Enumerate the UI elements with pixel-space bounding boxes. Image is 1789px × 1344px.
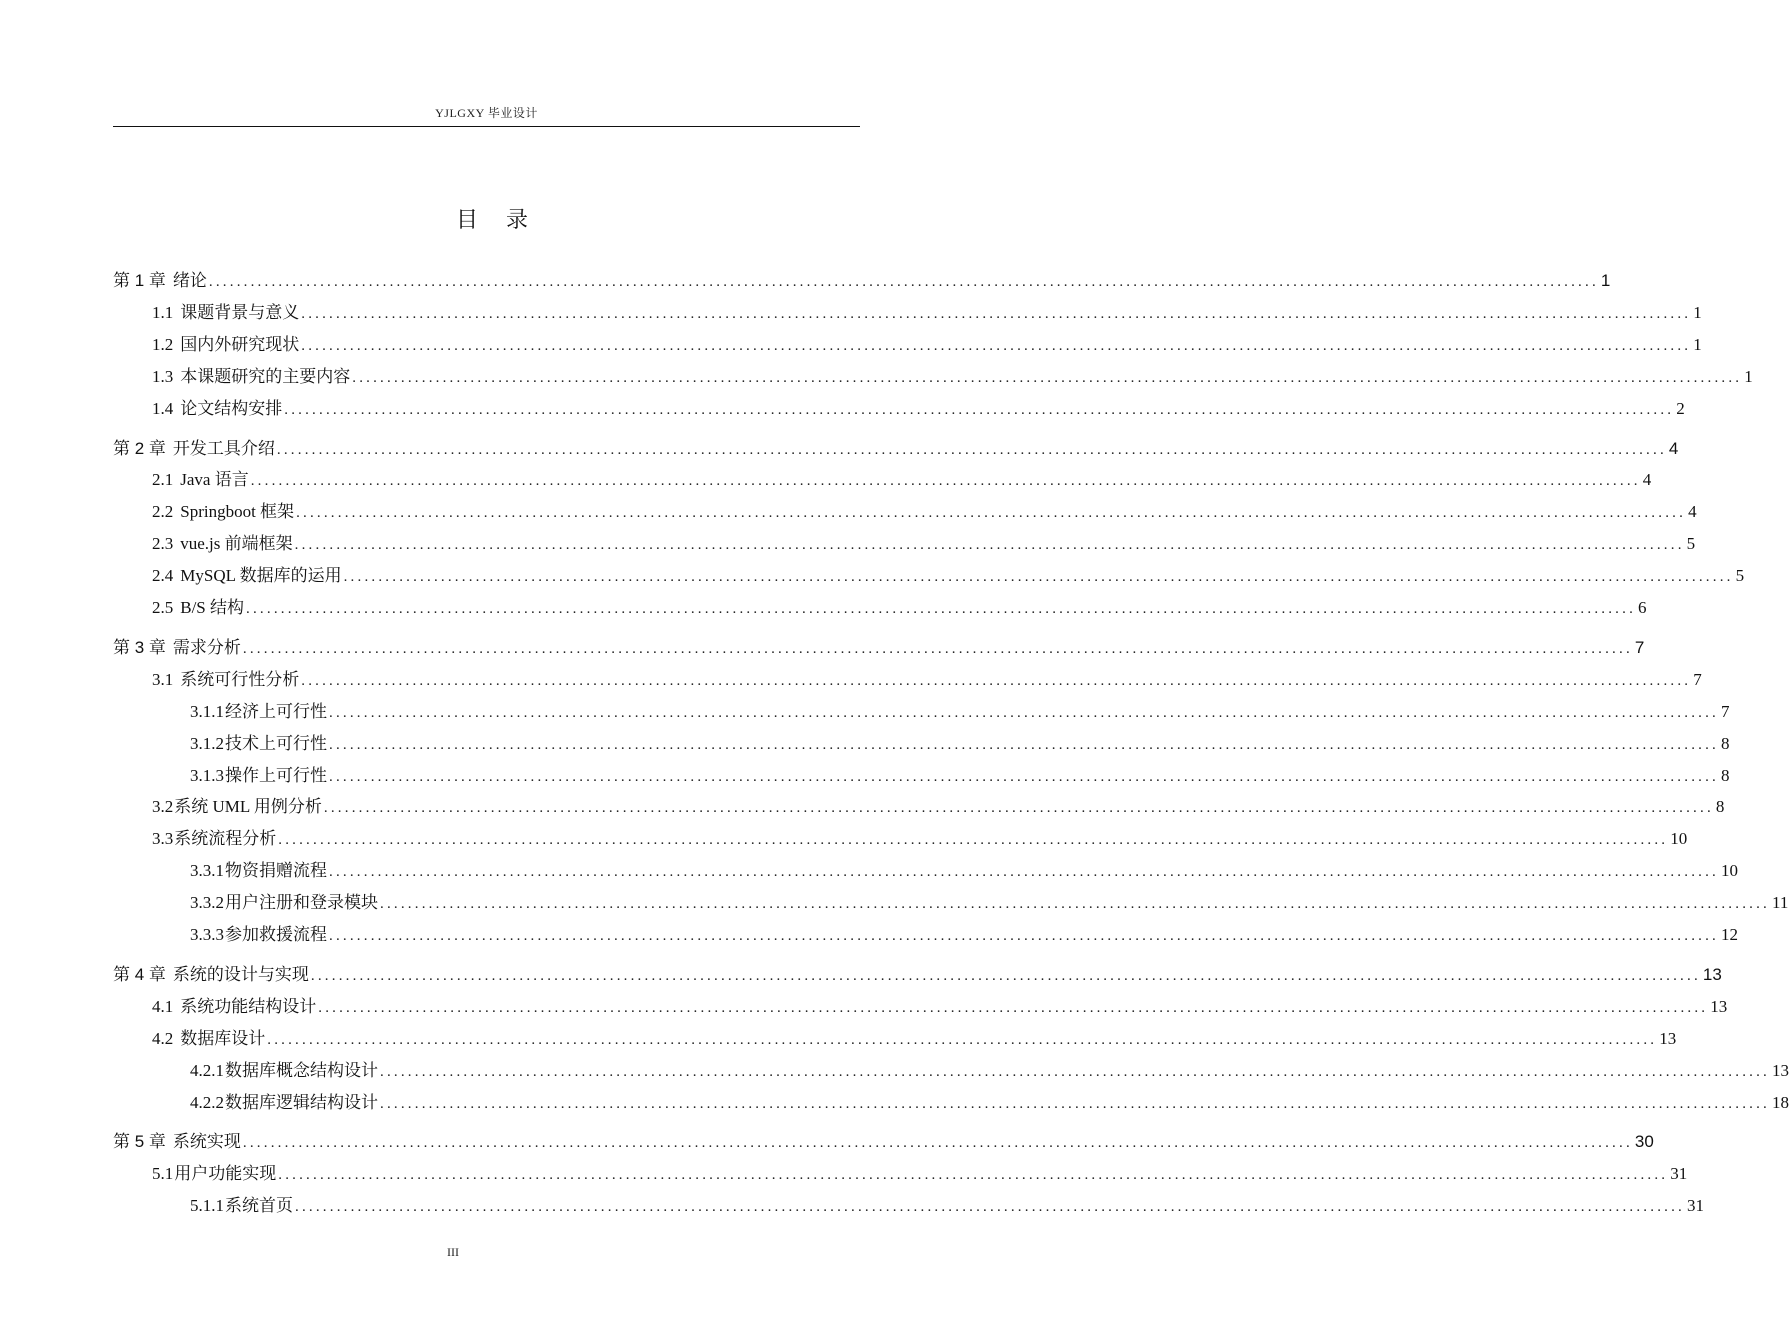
toc-entry[interactable] bbox=[113, 729, 1730, 753]
toc-entry-number: 4.2.2 bbox=[190, 1092, 224, 1112]
toc-entry[interactable] bbox=[113, 633, 1645, 657]
toc-entry-title: 经济上可行性 bbox=[225, 701, 327, 721]
toc-dot-leader: ........................................................................................................................................................................................................ bbox=[301, 672, 1692, 689]
toc-entry[interactable] bbox=[113, 960, 1722, 984]
toc-entry-number: 4.2 bbox=[152, 1028, 174, 1048]
toc-entry[interactable] bbox=[113, 497, 1697, 522]
toc-entry[interactable] bbox=[113, 761, 1730, 785]
toc-dot-leader: ........................................................................................................................................................................................................ bbox=[329, 768, 1719, 785]
toc-entry-page: 5 bbox=[1735, 566, 1745, 586]
toc-entry-page: 5 bbox=[1686, 534, 1696, 554]
toc-entry-number: 2.3 bbox=[152, 534, 174, 554]
toc-entry[interactable] bbox=[113, 665, 1702, 689]
toc-entry-page: 1 bbox=[1744, 366, 1753, 386]
toc-dot-leader: ........................................................................................................................................................................................................ bbox=[278, 832, 1669, 849]
toc-entry-title: 参加救援流程 bbox=[225, 925, 327, 944]
toc-dot-leader: ........................................................................................................................................................................................................ bbox=[329, 736, 1719, 753]
toc-entry-title: 国内外研究现状 bbox=[180, 334, 300, 354]
toc-entry-title: 系统功能结构设计 bbox=[180, 996, 317, 1016]
toc-entry-page: 12 bbox=[1721, 925, 1738, 944]
toc-entry-number: 3.3.2 bbox=[190, 893, 224, 913]
toc-entry[interactable] bbox=[113, 266, 1611, 290]
toc-dot-leader: ........................................................................................................................................................................................................ bbox=[294, 537, 1685, 554]
toc-entry-number: 第 5 章 bbox=[113, 1132, 166, 1152]
toc-entry-title: vue.js 前端框架 bbox=[180, 534, 293, 554]
toc-dot-leader: ........................................................................................................................................................................................................ bbox=[380, 1063, 1770, 1080]
toc-entry[interactable] bbox=[113, 362, 1753, 386]
toc-entry-number: 2.4 bbox=[152, 566, 174, 586]
toc-entry-page: 31 bbox=[1687, 1196, 1704, 1216]
toc-dot-leader: ........................................................................................................................................................................................................ bbox=[295, 1199, 1685, 1216]
toc-entry-title: MySQL 数据库的运用 bbox=[180, 566, 342, 586]
toc-entry-title: Springboot 框架 bbox=[180, 502, 295, 522]
toc-entry-title: 系统的设计与实现 bbox=[172, 964, 309, 984]
toc-dot-leader: ........................................................................................................................................................................................................ bbox=[301, 305, 1692, 322]
toc-entry-page: 4 bbox=[1668, 438, 1679, 458]
toc-entry[interactable] bbox=[113, 529, 1696, 554]
toc-entry-title: 开发工具介绍 bbox=[172, 438, 275, 458]
toc-entry-number: 3.3.3 bbox=[190, 925, 224, 944]
toc-entry-title: 物资捐赠流程 bbox=[225, 861, 327, 881]
toc-entry[interactable] bbox=[113, 992, 1728, 1016]
toc-entry[interactable] bbox=[113, 856, 1738, 881]
toc-entry-number: 2.5 bbox=[152, 598, 174, 617]
toc-entry[interactable] bbox=[113, 394, 1685, 418]
toc-entry-title: 数据库逻辑结构设计 bbox=[225, 1092, 378, 1112]
toc-entry-page: 1 bbox=[1693, 334, 1702, 354]
toc-entry-title: 数据库概念结构设计 bbox=[225, 1060, 378, 1080]
toc-dot-leader: ........................................................................................................................................................................................................ bbox=[380, 1095, 1770, 1112]
toc-entry-page: 7 bbox=[1634, 637, 1645, 657]
toc-entry[interactable] bbox=[113, 888, 1789, 913]
toc-dot-leader: ........................................................................................................................................................................................................ bbox=[318, 999, 1709, 1016]
toc-entry-number: 3.1 bbox=[152, 669, 174, 689]
toc-entry-page: 10 bbox=[1670, 829, 1688, 849]
toc-entry[interactable] bbox=[113, 792, 1725, 817]
toc-entry-page: 31 bbox=[1670, 1164, 1688, 1184]
toc-entry-page: 13 bbox=[1772, 1060, 1789, 1080]
toc-entry-page: 7 bbox=[1721, 701, 1730, 721]
toc-entry[interactable] bbox=[113, 920, 1738, 944]
toc-entry-number: 5.1 bbox=[152, 1164, 174, 1184]
toc-entry-number: 3.1.2 bbox=[190, 733, 224, 753]
toc-entry-title: 论文结构安排 bbox=[180, 398, 283, 418]
toc-dot-leader: ........................................................................................................................................................................................................ bbox=[329, 704, 1719, 721]
toc-entry-number: 第 3 章 bbox=[113, 637, 166, 657]
toc-entry-title: Java 语言 bbox=[180, 470, 249, 490]
toc-dot-leader: ........................................................................................................................................................................................................ bbox=[301, 337, 1692, 354]
page-number: III bbox=[447, 1245, 459, 1259]
toc-entry-page: 6 bbox=[1638, 598, 1647, 617]
toc-entry-title: 操作上可行性 bbox=[225, 765, 327, 785]
toc-entry[interactable] bbox=[113, 1159, 1688, 1184]
toc-entry-page: 1 bbox=[1600, 271, 1611, 290]
toc-entry-page: 13 bbox=[1702, 964, 1722, 984]
toc-entry-title: 系统流程分析 bbox=[174, 829, 277, 849]
toc-entry-page: 1 bbox=[1693, 302, 1702, 322]
toc-dot-leader: ........................................................................................................................................................................................................ bbox=[267, 1031, 1658, 1048]
toc-entry-page: 4 bbox=[1688, 502, 1697, 522]
toc-entry-title: 需求分析 bbox=[172, 637, 241, 657]
toc-entry-number: 3.1.1 bbox=[190, 701, 224, 721]
toc-entry-number: 1.3 bbox=[152, 366, 174, 386]
toc-entry-number: 2.2 bbox=[152, 502, 174, 522]
header-rule bbox=[113, 126, 860, 127]
toc-entry[interactable] bbox=[113, 824, 1688, 849]
toc-entry-number: 4.2.1 bbox=[190, 1060, 224, 1080]
toc-entry[interactable] bbox=[113, 298, 1702, 322]
toc-dot-leader: ........................................................................................................................................................................................................ bbox=[343, 569, 1734, 586]
toc-entry-page: 30 bbox=[1634, 1132, 1654, 1152]
toc-entry[interactable] bbox=[113, 561, 1745, 586]
toc-entry-title: 用户功能实现 bbox=[174, 1164, 277, 1184]
page-title: 目录 bbox=[455, 207, 556, 232]
toc-dot-leader: ........................................................................................................................................................................................................ bbox=[380, 896, 1770, 913]
toc-entry-number: 5.1.1 bbox=[190, 1196, 224, 1216]
toc-entry-title: 系统可行性分析 bbox=[180, 669, 300, 689]
toc-entry[interactable] bbox=[113, 593, 1647, 617]
toc-entry-number: 4.1 bbox=[152, 996, 174, 1016]
toc-entry-page: 18 bbox=[1772, 1092, 1789, 1112]
toc-dot-leader: ........................................................................................................................................................................................................ bbox=[284, 401, 1675, 418]
toc-entry-page: 11 bbox=[1772, 893, 1789, 913]
toc-entry-page: 10 bbox=[1721, 861, 1738, 881]
toc-dot-leader: ........................................................................................................................................................................................................ bbox=[310, 967, 1701, 984]
toc-entry-page: 8 bbox=[1721, 765, 1730, 785]
toc-entry-number: 3.3.1 bbox=[190, 861, 224, 881]
page-header: YJLGXY 毕业设计 bbox=[435, 106, 538, 120]
toc-entry-page: 8 bbox=[1715, 797, 1725, 817]
toc-entry[interactable] bbox=[113, 1088, 1789, 1112]
toc-entry-number: 2.1 bbox=[152, 470, 174, 490]
toc-entry-number: 3.1.3 bbox=[190, 765, 224, 785]
toc-entry-page: 7 bbox=[1693, 669, 1702, 689]
toc-dot-leader: ........................................................................................................................................................................................................ bbox=[276, 441, 1667, 458]
toc-entry[interactable] bbox=[113, 465, 1652, 490]
toc-entry-number: 3.2 bbox=[152, 797, 174, 817]
toc-entry[interactable] bbox=[113, 697, 1730, 721]
toc-dot-leader: ........................................................................................................................................................................................................ bbox=[329, 864, 1719, 881]
toc-entry-title: 本课题研究的主要内容 bbox=[180, 366, 351, 386]
toc-dot-leader: ........................................................................................................................................................................................................ bbox=[296, 505, 1687, 522]
toc-entry[interactable] bbox=[113, 434, 1679, 458]
toc-entry-page: 8 bbox=[1721, 733, 1730, 753]
toc-entry-number: 第 2 章 bbox=[113, 438, 166, 458]
toc-entry-title: 课题背景与意义 bbox=[180, 302, 300, 322]
toc-entry-page: 13 bbox=[1659, 1028, 1677, 1048]
toc-dot-leader: ........................................................................................................................................................................................................ bbox=[278, 1167, 1669, 1184]
toc-entry-title: 绪论 bbox=[172, 271, 207, 290]
toc-dot-leader: ........................................................................................................................................................................................................ bbox=[242, 1135, 1633, 1152]
toc-dot-leader: ........................................................................................................................................................................................................ bbox=[246, 601, 1637, 617]
toc-entry-page: 13 bbox=[1710, 996, 1728, 1016]
toc-entry-title: 系统实现 bbox=[172, 1132, 241, 1152]
toc-entry-page: 2 bbox=[1676, 398, 1685, 418]
toc-entry[interactable] bbox=[113, 1191, 1704, 1216]
toc-dot-leader: ........................................................................................................................................................................................................ bbox=[242, 640, 1633, 657]
toc-entry-title: 系统首页 bbox=[225, 1196, 293, 1216]
toc-entry-number: 3.3 bbox=[152, 829, 174, 849]
toc-entry-number: 第 1 章 bbox=[113, 271, 166, 290]
toc-entry[interactable] bbox=[113, 1024, 1677, 1048]
toc-entry-title: 用户注册和登录模块 bbox=[225, 893, 378, 913]
toc-entry[interactable] bbox=[113, 1056, 1789, 1080]
toc-entry-number: 1.4 bbox=[152, 398, 174, 418]
toc-dot-leader: ........................................................................................................................................................................................................ bbox=[323, 800, 1714, 817]
toc-dot-leader: ........................................................................................................................................................................................................ bbox=[208, 274, 1599, 290]
toc-entry[interactable] bbox=[113, 330, 1702, 354]
toc-entry-number: 1.1 bbox=[152, 302, 174, 322]
toc-dot-leader: ........................................................................................................................................................................................................ bbox=[352, 369, 1743, 386]
toc-entry-title: B/S 结构 bbox=[180, 598, 245, 617]
toc-entry-number: 第 4 章 bbox=[113, 964, 166, 984]
toc-dot-leader: ........................................................................................................................................................................................................ bbox=[329, 928, 1719, 944]
toc-entry-page: 4 bbox=[1642, 470, 1652, 490]
toc-entry-title: 技术上可行性 bbox=[225, 733, 327, 753]
toc-entry-title: 数据库设计 bbox=[180, 1028, 266, 1048]
toc-entry-title: 系统 UML 用例分析 bbox=[174, 797, 322, 817]
toc-dot-leader: ........................................................................................................................................................................................................ bbox=[250, 473, 1641, 490]
toc-entry[interactable] bbox=[113, 1127, 1654, 1152]
toc-entry-number: 1.2 bbox=[152, 334, 174, 354]
